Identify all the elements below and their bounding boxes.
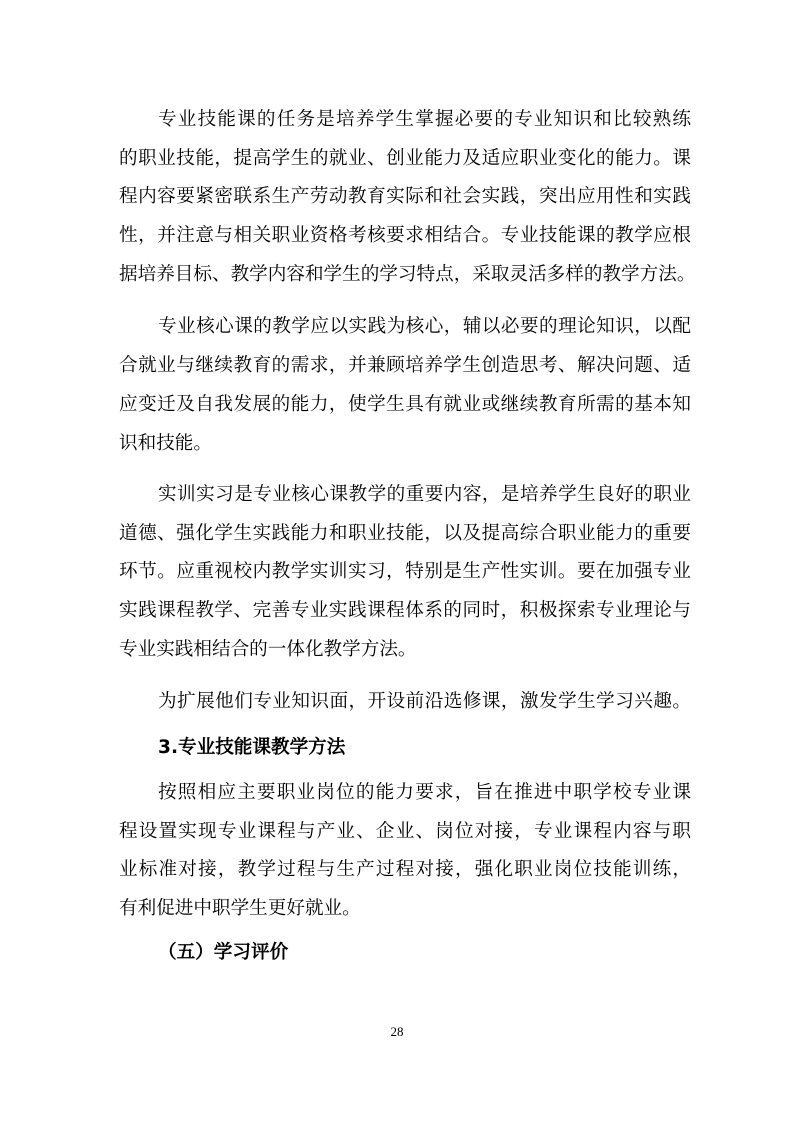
- paragraph-line: 据培养目标、教学内容和学生的学习特点，采取灵活多样的教学方法。: [119, 264, 696, 285]
- paragraph-line: 专业核心课的教学应以实践为核心，辅以必要的理论知识，以配: [158, 316, 691, 337]
- paragraph-line: 程内容要紧密联系生产劳动教育实际和社会实践，突出应用性和实践: [119, 186, 691, 207]
- paragraph-line: 道德、强化学生实践能力和职业技能，以及提高综合职业能力的重要: [119, 523, 691, 544]
- page-number: 28: [390, 1024, 404, 1039]
- section-heading: （五）学习评价: [158, 942, 289, 963]
- paragraph-line: 性，并注意与相关职业资格考核要求相结合。专业技能课的教学应根: [119, 225, 691, 246]
- paragraph-line: 按照相应主要职业岗位的能力要求，旨在推进中职学校专业课: [158, 782, 691, 803]
- paragraph-line: 专业技能课的任务是培养学生掌握必要的专业知识和比较熟练: [158, 109, 691, 130]
- paragraph-line: 合就业与继续教育的需求，并兼顾培养学生创造思考、解决问题、适: [119, 355, 691, 376]
- paragraph-line: 程设置实现专业课程与产业、企业、岗位对接，专业课程内容与职: [119, 821, 691, 842]
- paragraph-line: 环节。应重视校内教学实训实习，特别是生产性实训。要在加强专业: [119, 561, 691, 582]
- paragraph-line: 为扩展他们专业知识面，开设前沿选修课，激发学生学习兴趣。: [158, 691, 691, 712]
- paragraph-line: 有利促进中职学生更好就业。: [119, 898, 361, 919]
- paragraph-line: 实践课程教学、完善专业实践课程体系的同时，积极探索专业理论与: [119, 600, 691, 621]
- paragraph-line: 业标准对接，教学过程与生产过程对接，强化职业岗位技能训练，: [119, 859, 691, 880]
- paragraph-line: 实训实习是专业核心课教学的重要内容，是培养学生良好的职业: [158, 484, 691, 505]
- paragraph-line: 应变迁及自我发展的能力，使学生具有就业或继续教育所需的基本知: [119, 394, 691, 415]
- section-heading: 3.专业技能课教学方法: [158, 737, 346, 758]
- paragraph-line: 识和技能。: [119, 433, 212, 454]
- paragraph-line: 的职业技能，提高学生的就业、创业能力及适应职业变化的能力。课: [119, 148, 691, 169]
- paragraph-line: 专业实践相结合的一体化教学方法。: [119, 639, 417, 660]
